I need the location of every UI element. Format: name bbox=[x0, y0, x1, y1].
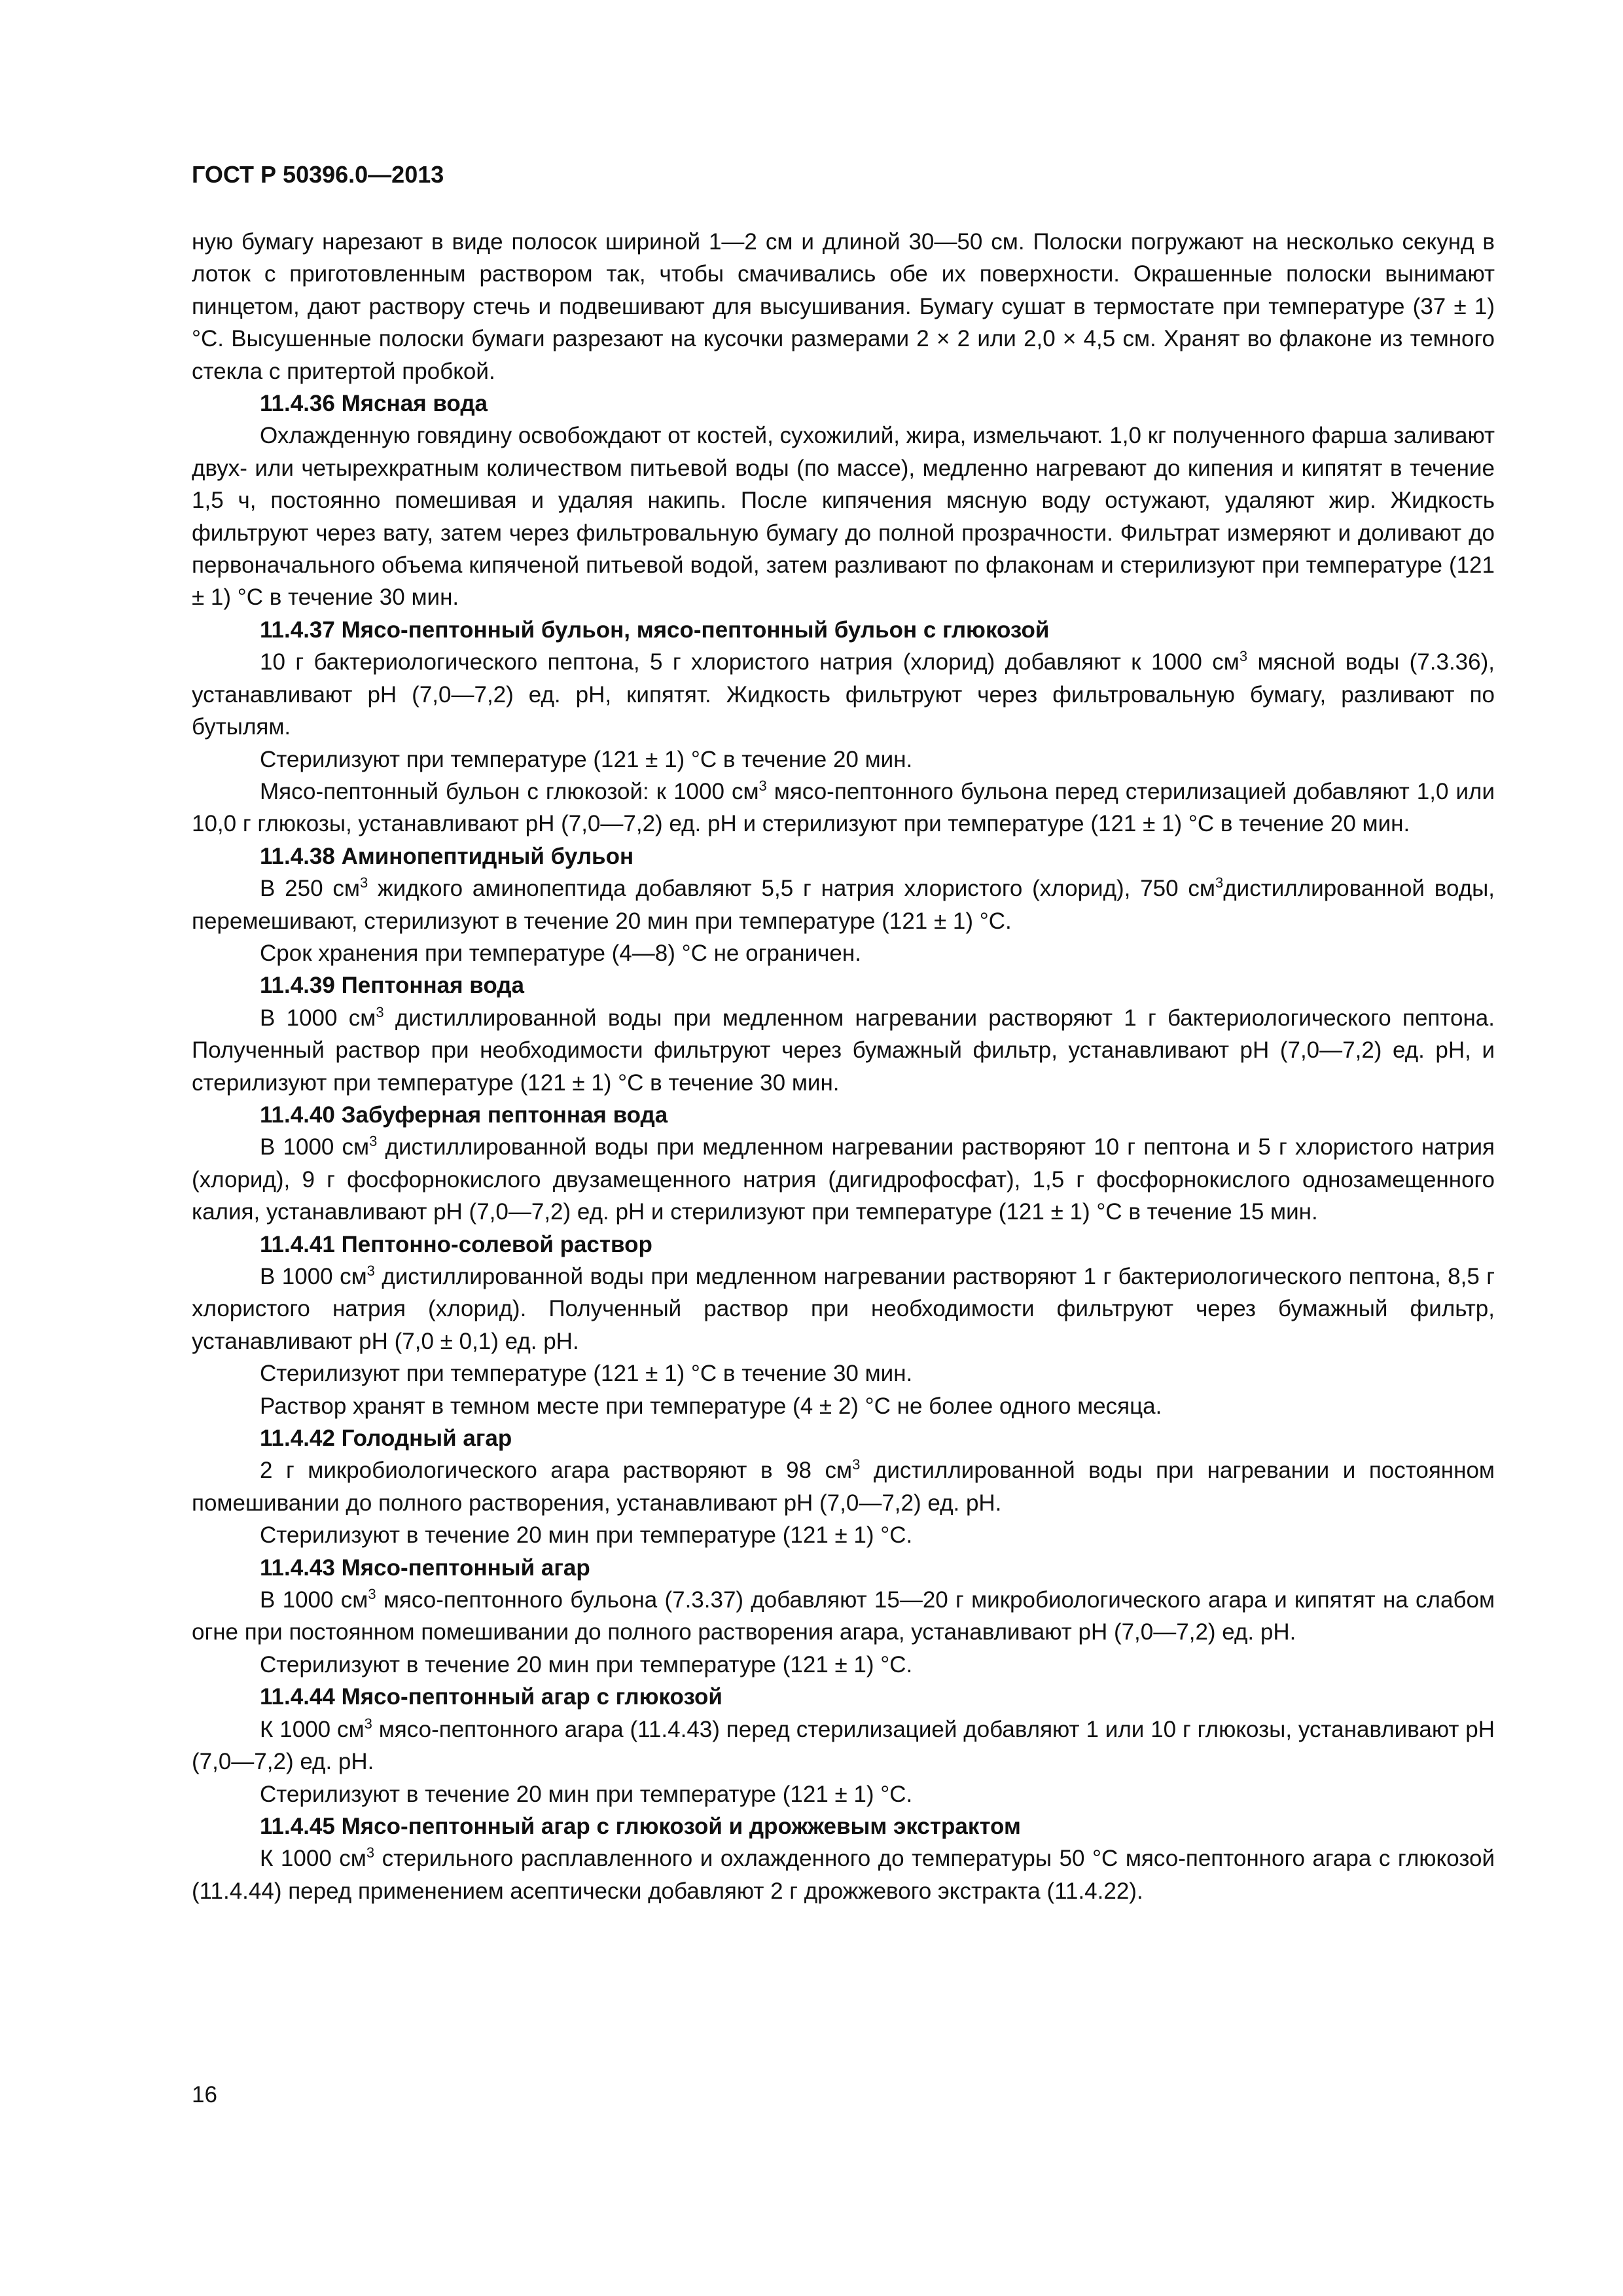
paragraph-agar-glucose-sterilize: Стерилизуют в течение 20 мин при температуре (121 ± 1) °С. bbox=[260, 1781, 913, 1807]
paragraph-peptone-saline: В 1000 $см^3$ дистиллированной воды при медленном нагревании растворяют 1 г бактериологического пептона, 8,5 г хлористого натрия (хлорид). Полученный раствор при необходимости фильтруют через бумажный фильтр, устанавливают рН (7,0 ± 0,1) ед. рН. bbox=[192, 1263, 1495, 1354]
section-heading-11-4-43: 11.4.43 Мясо-пептонный агар bbox=[260, 1554, 590, 1581]
paragraph-peptone-saline-storage: Раствор хранят в темном месте при температуре (4 ± 2) °С не более одного месяца. bbox=[260, 1393, 1162, 1419]
paragraph-meat-peptone-agar-sterilize: Стерилизуют в течение 20 мин при температуре (121 ± 1) °С. bbox=[260, 1651, 913, 1677]
paragraph-agar-yeast: К 1000 $см^3$ стерильного расплавленного и охлажденного до температуры 50 °С мясо-пептонного агара с глюкозой (11.4.44) перед применением асептически добавляют 2 г дрожжевого экстракта (11.4.22). bbox=[192, 1844, 1495, 1904]
paragraph-peptone-saline-sterilize: Стерилизуют при температуре (121 ± 1) °С в течение 30 мин. bbox=[260, 1361, 913, 1387]
document-code-header: ГОСТ Р 50396.0—2013 bbox=[192, 161, 444, 188]
section-heading-11-4-40: 11.4.40 Забуферная пептонная вода bbox=[260, 1102, 668, 1128]
section-heading-11-4-39: 11.4.39 Пептонная вода bbox=[260, 973, 524, 999]
paragraph-hunger-agar-sterilize: Стерилизуют в течение 20 мин при температуре (121 ± 1) °С. bbox=[260, 1522, 913, 1549]
paragraph-continuation: ную бумагу нарезают в виде полосок шириной 1—2 см и длиной 30—50 см. Полоски погружают на несколько секунд в лоток с приготовленным раствором так, чтобы смачивались обе их поверхности. Окрашенные полоски вынимают пинцетом, дают раствору стечь и подвешивают для высушивания. Бумагу сушат в термостате при температуре (37 ± 1) °С. Высушенные полоски бумаги разрезают на кусочки размерами 2 × 2 или 2,0 × 4,5 см. Хранят во флаконе из темного стекла с притертой пробкой. bbox=[192, 229, 1495, 384]
paragraph-meat-water: Охлажденную говядину освобождают от костей, сухожилий, жира, измельчают. 1,0 кг полученного фарша заливают двух- или четырехкратным количеством питьевой воды (по массе), медленно нагревают до кипения и кипятят в течение 1,5 ч, постоянно помешивая и удаляя накипь. После кипячения мясную воду остужают, удаляют жир. Жидкость фильтруют через вату, затем через фильтровальную бумагу до полной прозрачности. Фильтрат измеряют и доливают до первоначального объема кипяченой питьевой водой, затем разливают по флаконам и стерилизуют при температуре (121 ± 1) °С в течение 30 мин. bbox=[192, 423, 1495, 611]
section-heading-11-4-45: 11.4.45 Мясо-пептонный агар с глюкозой и дрожжевым экстрактом bbox=[260, 1813, 1021, 1839]
paragraph-broth-sterilize: Стерилизуют при температуре (121 ± 1) °С в течение 20 мин. bbox=[260, 746, 913, 772]
paragraph-buffered-peptone: В 1000 $см^3$ дистиллированной воды при медленном нагревании растворяют 10 г пептона и 5 г хлористого натрия (хлорид), 9 г фосфорнокислого двузамещенного натрия (дигидрофосфат), 1,5 г фосфорнокислого однозамещенного калия, устанавливают рН (7,0—7,2) ед. рН и стерилизуют при температуре (121 ± 1) °С в течение 15 мин. bbox=[192, 1133, 1495, 1225]
paragraph-peptone-water: В 1000 $см^3$ дистиллированной воды при медленном нагревании растворяют 1 г бактериологического пептона. Полученный раствор при необходимости фильтруют через бумажный фильтр, устанавливают рН (7,0—7,2) ед. рН, и стерилизуют при температуре (121 ± 1) °С в течение 30 мин. bbox=[192, 1003, 1495, 1096]
paragraph-broth-glucose: Мясо-пептонный бульон с глюкозой: к 1000 $см^3$ мясо-пептонного бульона перед стерилизацией добавляют 1,0 или 10,0 г глюкозы, устанавливают рН (7,0—7,2) ед. рН и стерилизуют при температуре (121 ± 1) °С в течение 20 мин. bbox=[192, 777, 1495, 837]
section-heading-11-4-42: 11.4.42 Голодный агар bbox=[260, 1426, 512, 1452]
paragraph-agar-glucose: К 1000 $см^3$ мясо-пептонного агара (11.4.43) перед стерилизацией добавляют 1 или 10 г глюкозы, устанавливают рН (7,0—7,2) ед. рН. bbox=[192, 1715, 1495, 1775]
document-body bbox=[192, 226, 1495, 1907]
paragraph-meat-peptone-agar: В 1000 $см^3$ мясо-пептонного бульона (7.3.37) добавляют 15—20 г микробиологического агара и кипятят на слабом огне при постоянном помешивании до полного растворения агара, устанавливают рН (7,0—7,2) ед. рН. bbox=[192, 1586, 1495, 1645]
page-number: 16 bbox=[192, 2082, 217, 2108]
paragraph-aminopeptide: В 250 $см^3$ жидкого аминопептида добавляют 5,5 г натрия хлористого (хлорид), 750 $см^3дистиллированной$ воды, перемешивают, стерилизуют в течение 20 мин при температуре (121 ± 1) °С. bbox=[192, 874, 1495, 934]
section-heading-11-4-36: 11.4.36 Мясная вода bbox=[260, 391, 488, 417]
section-heading-11-4-41: 11.4.41 Пептонно-солевой раствор bbox=[260, 1231, 652, 1257]
paragraph-broth-recipe: 10 г бактериологического пептона, 5 г хлористого натрия (хлорид) добавляют к 1000 $см^3$ мясной воды (7.3.36), устанавливают рН (7,0—7,2) ед. рН, кипятят. Жидкость фильтруют через фильтровальную бумагу, разливают по бутылям. bbox=[192, 648, 1495, 740]
section-heading-11-4-44: 11.4.44 Мясо-пептонный агар с глюкозой bbox=[260, 1684, 722, 1710]
section-heading-11-4-38: 11.4.38 Аминопептидный бульон bbox=[260, 843, 634, 869]
paragraph-hunger-agar: 2 г микробиологического агара растворяют в 98 $см^3$ дистиллированной воды при нагревании и постоянном помешивании до полного растворения, устанавливают рН (7,0—7,2) ед. рН. bbox=[192, 1456, 1495, 1516]
section-heading-11-4-37: 11.4.37 Мясо-пептонный бульон, мясо-пептонный бульон с глюкозой bbox=[260, 617, 1050, 643]
paragraph-aminopeptide-storage: Срок хранения при температуре (4—8) °С не ограничен. bbox=[260, 940, 861, 966]
